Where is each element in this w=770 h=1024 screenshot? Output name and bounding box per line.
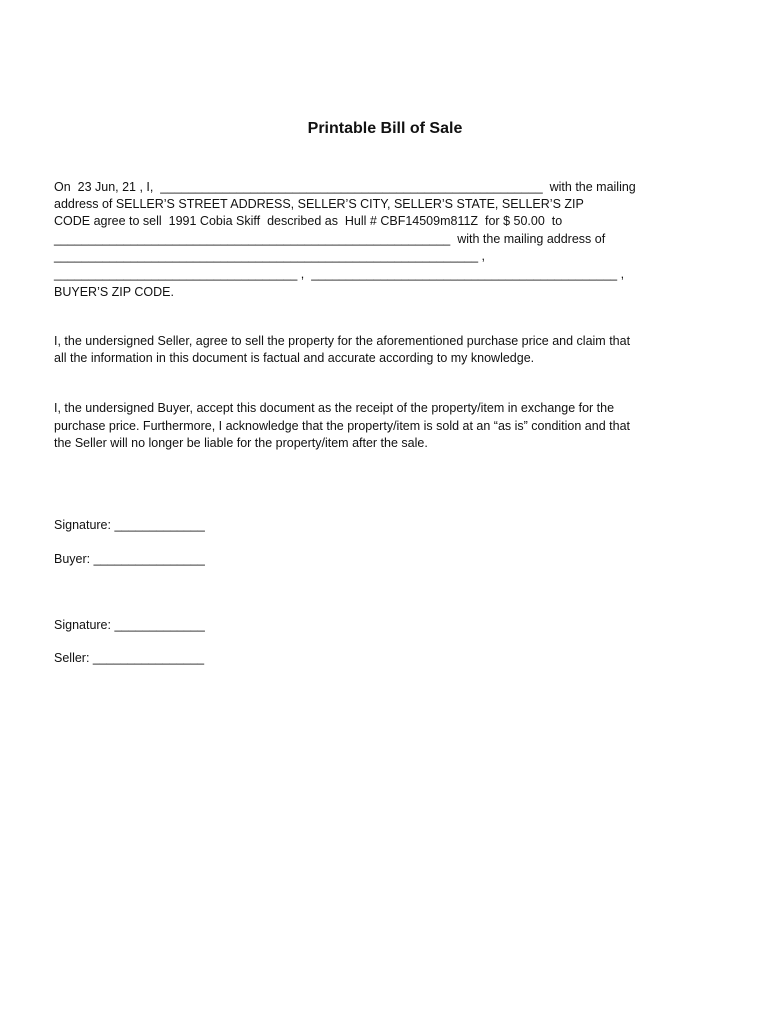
paragraph-line: CODE agree to sell 1991 Cobia Skiff described as Hull # CBF14509m811Z for $ 50.00 to — [54, 214, 563, 228]
paragraph-line: _____________________________________________________________ , — [54, 249, 486, 263]
paragraph-line: ___________________________________ , ____________________________________________ , — [54, 267, 625, 281]
document-title: Printable Bill of Sale — [307, 120, 463, 137]
paragraph-line: all the information in this document is factual and accurate according to my knowledge. — [54, 351, 535, 365]
paragraph-line: the Seller will no longer be liable for the property/item after the sale. — [54, 436, 428, 450]
paragraph-line: On 23 Jun, 21 , I, _______________________________________________________ with the mailing — [54, 180, 636, 194]
paragraph-line: _________________________________________________________ with the mailing address of — [54, 232, 606, 246]
paragraph-line: BUYER’S ZIP CODE. — [54, 285, 174, 299]
paragraph-line: address of SELLER’S STREET ADDRESS, SELLER’S CITY, SELLER’S STATE, SELLER’S ZIP — [54, 197, 584, 211]
paragraph-line: I, the undersigned Buyer, accept this document as the receipt of the property/item in exchange for the — [54, 401, 615, 415]
seller-name-line: Seller: ________________ — [54, 651, 205, 665]
buyer-signature-line: Signature: _____________ — [54, 518, 205, 532]
paragraph-line: purchase price. Furthermore, I acknowledge that the property/item is sold at an “as is” condition and that — [54, 419, 630, 433]
seller-signature-line: Signature: _____________ — [54, 618, 205, 632]
paragraph-line: I, the undersigned Seller, agree to sell the property for the aforementioned purchase price and claim that — [54, 334, 631, 348]
buyer-name-line: Buyer: ________________ — [54, 552, 205, 566]
